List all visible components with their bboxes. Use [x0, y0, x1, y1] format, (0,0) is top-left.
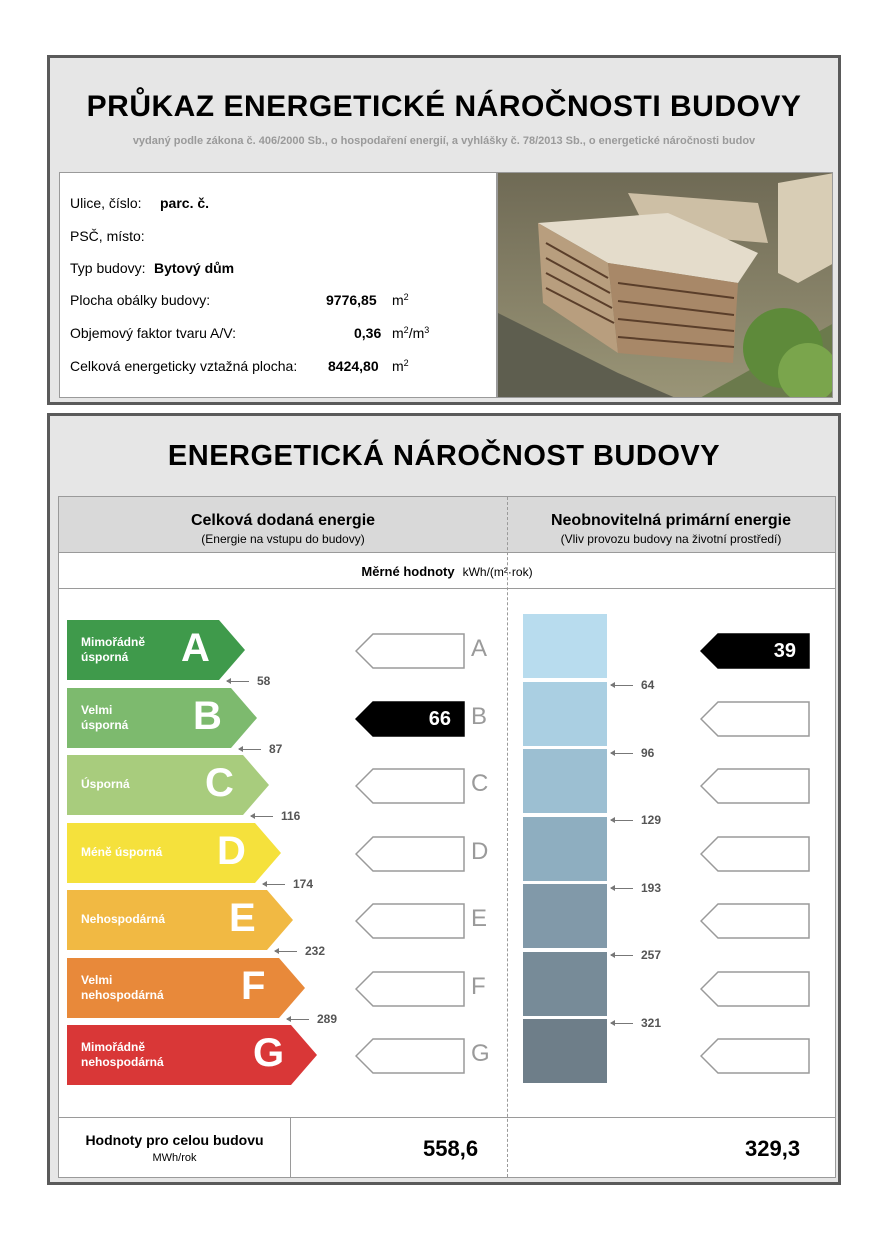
energy-chart: [58, 496, 836, 1178]
primary-limit-5: 257: [611, 948, 661, 962]
total-delivered-energy: 558,6: [423, 1136, 479, 1161]
class-letter-gray-c: C: [471, 770, 489, 797]
class-letter-gray-f: F: [471, 972, 486, 1000]
delivered-pointer-c: [355, 768, 465, 804]
class-bar-d: [67, 823, 283, 883]
class-letter-a: A: [181, 626, 210, 670]
primary-scale-cell-a: [523, 614, 607, 678]
primary-limit-1: 64: [611, 678, 654, 692]
envelope-area-value: 9776,85: [326, 292, 377, 308]
class-letter-e: E: [229, 896, 256, 940]
energy-performance-panel: [47, 413, 841, 1185]
class-bar-b: [67, 688, 259, 748]
class-letter-gray-e: E: [471, 905, 488, 932]
class-label-d: Méně úsporná: [81, 844, 163, 859]
class-bar-a: [67, 620, 247, 680]
class-letter-gray-b: B: [471, 702, 488, 730]
delivered-pointer-d: [355, 836, 465, 872]
building-info-panel: [47, 55, 841, 405]
primary-pointer-e: [700, 903, 810, 939]
column-divider: [507, 497, 508, 1177]
street-value: parc. č.: [160, 195, 210, 211]
primary-scale-cell-g: [523, 1019, 607, 1083]
certificate-subtitle: vydaný podle zákona č. 406/2000 Sb., o hospodaření energií, a vyhlášky č. 78/2013 Sb., o energetické náročnosti budov: [132, 135, 756, 147]
class-letter-b: B: [193, 693, 222, 738]
class-label-f: Velmi nehospodárná: [81, 972, 164, 1002]
class-letter-gray-g: G: [471, 1040, 490, 1067]
primary-limit-2: 96: [611, 746, 654, 760]
class-letter-g: G: [253, 1031, 285, 1075]
primary-pointer-b: [700, 701, 810, 737]
building-details: Ulice, číslo: parc. č. PSČ, místo: Typ budovy: Bytový dům Plocha obálky budovy: 9776,85 $m^2$ Objemový faktor tvaru A/V: 0,36 $m^2/m^3$ Celková energeticky vztažná plocha: 8424,80 $m^2$: [59, 172, 497, 398]
primary-scale-cell-b: [523, 682, 607, 746]
delivered-pointer-f: [355, 971, 465, 1007]
primary-scale-cell-f: [523, 952, 607, 1016]
primary-pointer-d: [700, 836, 810, 872]
class-bar-f: [67, 958, 307, 1018]
delivered-pointer-a: [355, 633, 465, 669]
delivered-limit-2: 87: [239, 742, 282, 756]
primary-pointer-f: [700, 971, 810, 1007]
delivered-pointer-g: [355, 1038, 465, 1074]
shape-factor-value: 0,36: [354, 325, 382, 341]
primary-scale-cell-c: [523, 749, 607, 813]
primary-energy-value: 39: [773, 640, 796, 662]
units-row: Měrné hodnoty kWh/(m²·rok): [59, 553, 835, 589]
delivered-limit-3: 116: [251, 809, 300, 823]
class-bar-g: [67, 1025, 319, 1085]
right-column-header: Neobnovitelná primární energie (Vliv provozu budovy na životní prostředí): [507, 497, 835, 553]
class-label-b: Velmi úsporná: [81, 702, 129, 732]
delivered-energy-value: 66: [428, 707, 451, 730]
totals-row: [59, 1117, 835, 1178]
class-letter-c: C: [205, 761, 234, 805]
class-letter-gray-d: D: [471, 837, 489, 865]
class-label-g: Mimořádně nehospodárná: [81, 1040, 164, 1069]
primary-limit-4: 193: [611, 881, 661, 895]
class-label-a: Mimořádně úsporná: [81, 635, 146, 664]
building-photo: [497, 172, 833, 398]
class-letter-gray-a: A: [471, 635, 488, 662]
delivered-limit-4: 174: [263, 877, 313, 891]
primary-energy-result: [700, 633, 810, 669]
delivered-limit-5: 232: [275, 944, 325, 958]
energy-title: ENERGETICKÁ NÁROČNOST BUDOVY: [167, 440, 721, 472]
total-primary-energy: 329,3: [745, 1136, 801, 1161]
reference-area-value: 8424,80: [328, 358, 379, 374]
building-type-value: Bytový dům: [154, 260, 235, 276]
delivered-limit-6: 289: [287, 1012, 337, 1026]
left-column-header: Celková dodaná energie (Energie na vstupu do budovy): [59, 497, 507, 553]
class-label-c: Úsporná: [81, 777, 130, 791]
delivered-energy-result: [355, 701, 465, 737]
totals-label: Hodnoty pro celou budovu MWh/rok: [59, 1118, 291, 1178]
class-letter-d: D: [217, 828, 246, 873]
primary-scale-cell-e: [523, 884, 607, 948]
class-letter-f: F: [241, 963, 266, 1008]
class-bar-e: [67, 890, 295, 950]
certificate-title: PRŮKAZ ENERGETICKÉ NÁROČNOSTI BUDOVY: [86, 90, 802, 123]
primary-pointer-g: [700, 1038, 810, 1074]
primary-limit-3: 129: [611, 813, 661, 827]
class-bar-c: [67, 755, 271, 815]
primary-pointer-c: [700, 768, 810, 804]
delivered-pointer-e: [355, 903, 465, 939]
primary-scale-cell-d: [523, 817, 607, 881]
class-label-e: Nehospodárná: [81, 912, 166, 926]
delivered-limit-1: 58: [227, 674, 270, 688]
primary-limit-6: 321: [611, 1016, 661, 1030]
